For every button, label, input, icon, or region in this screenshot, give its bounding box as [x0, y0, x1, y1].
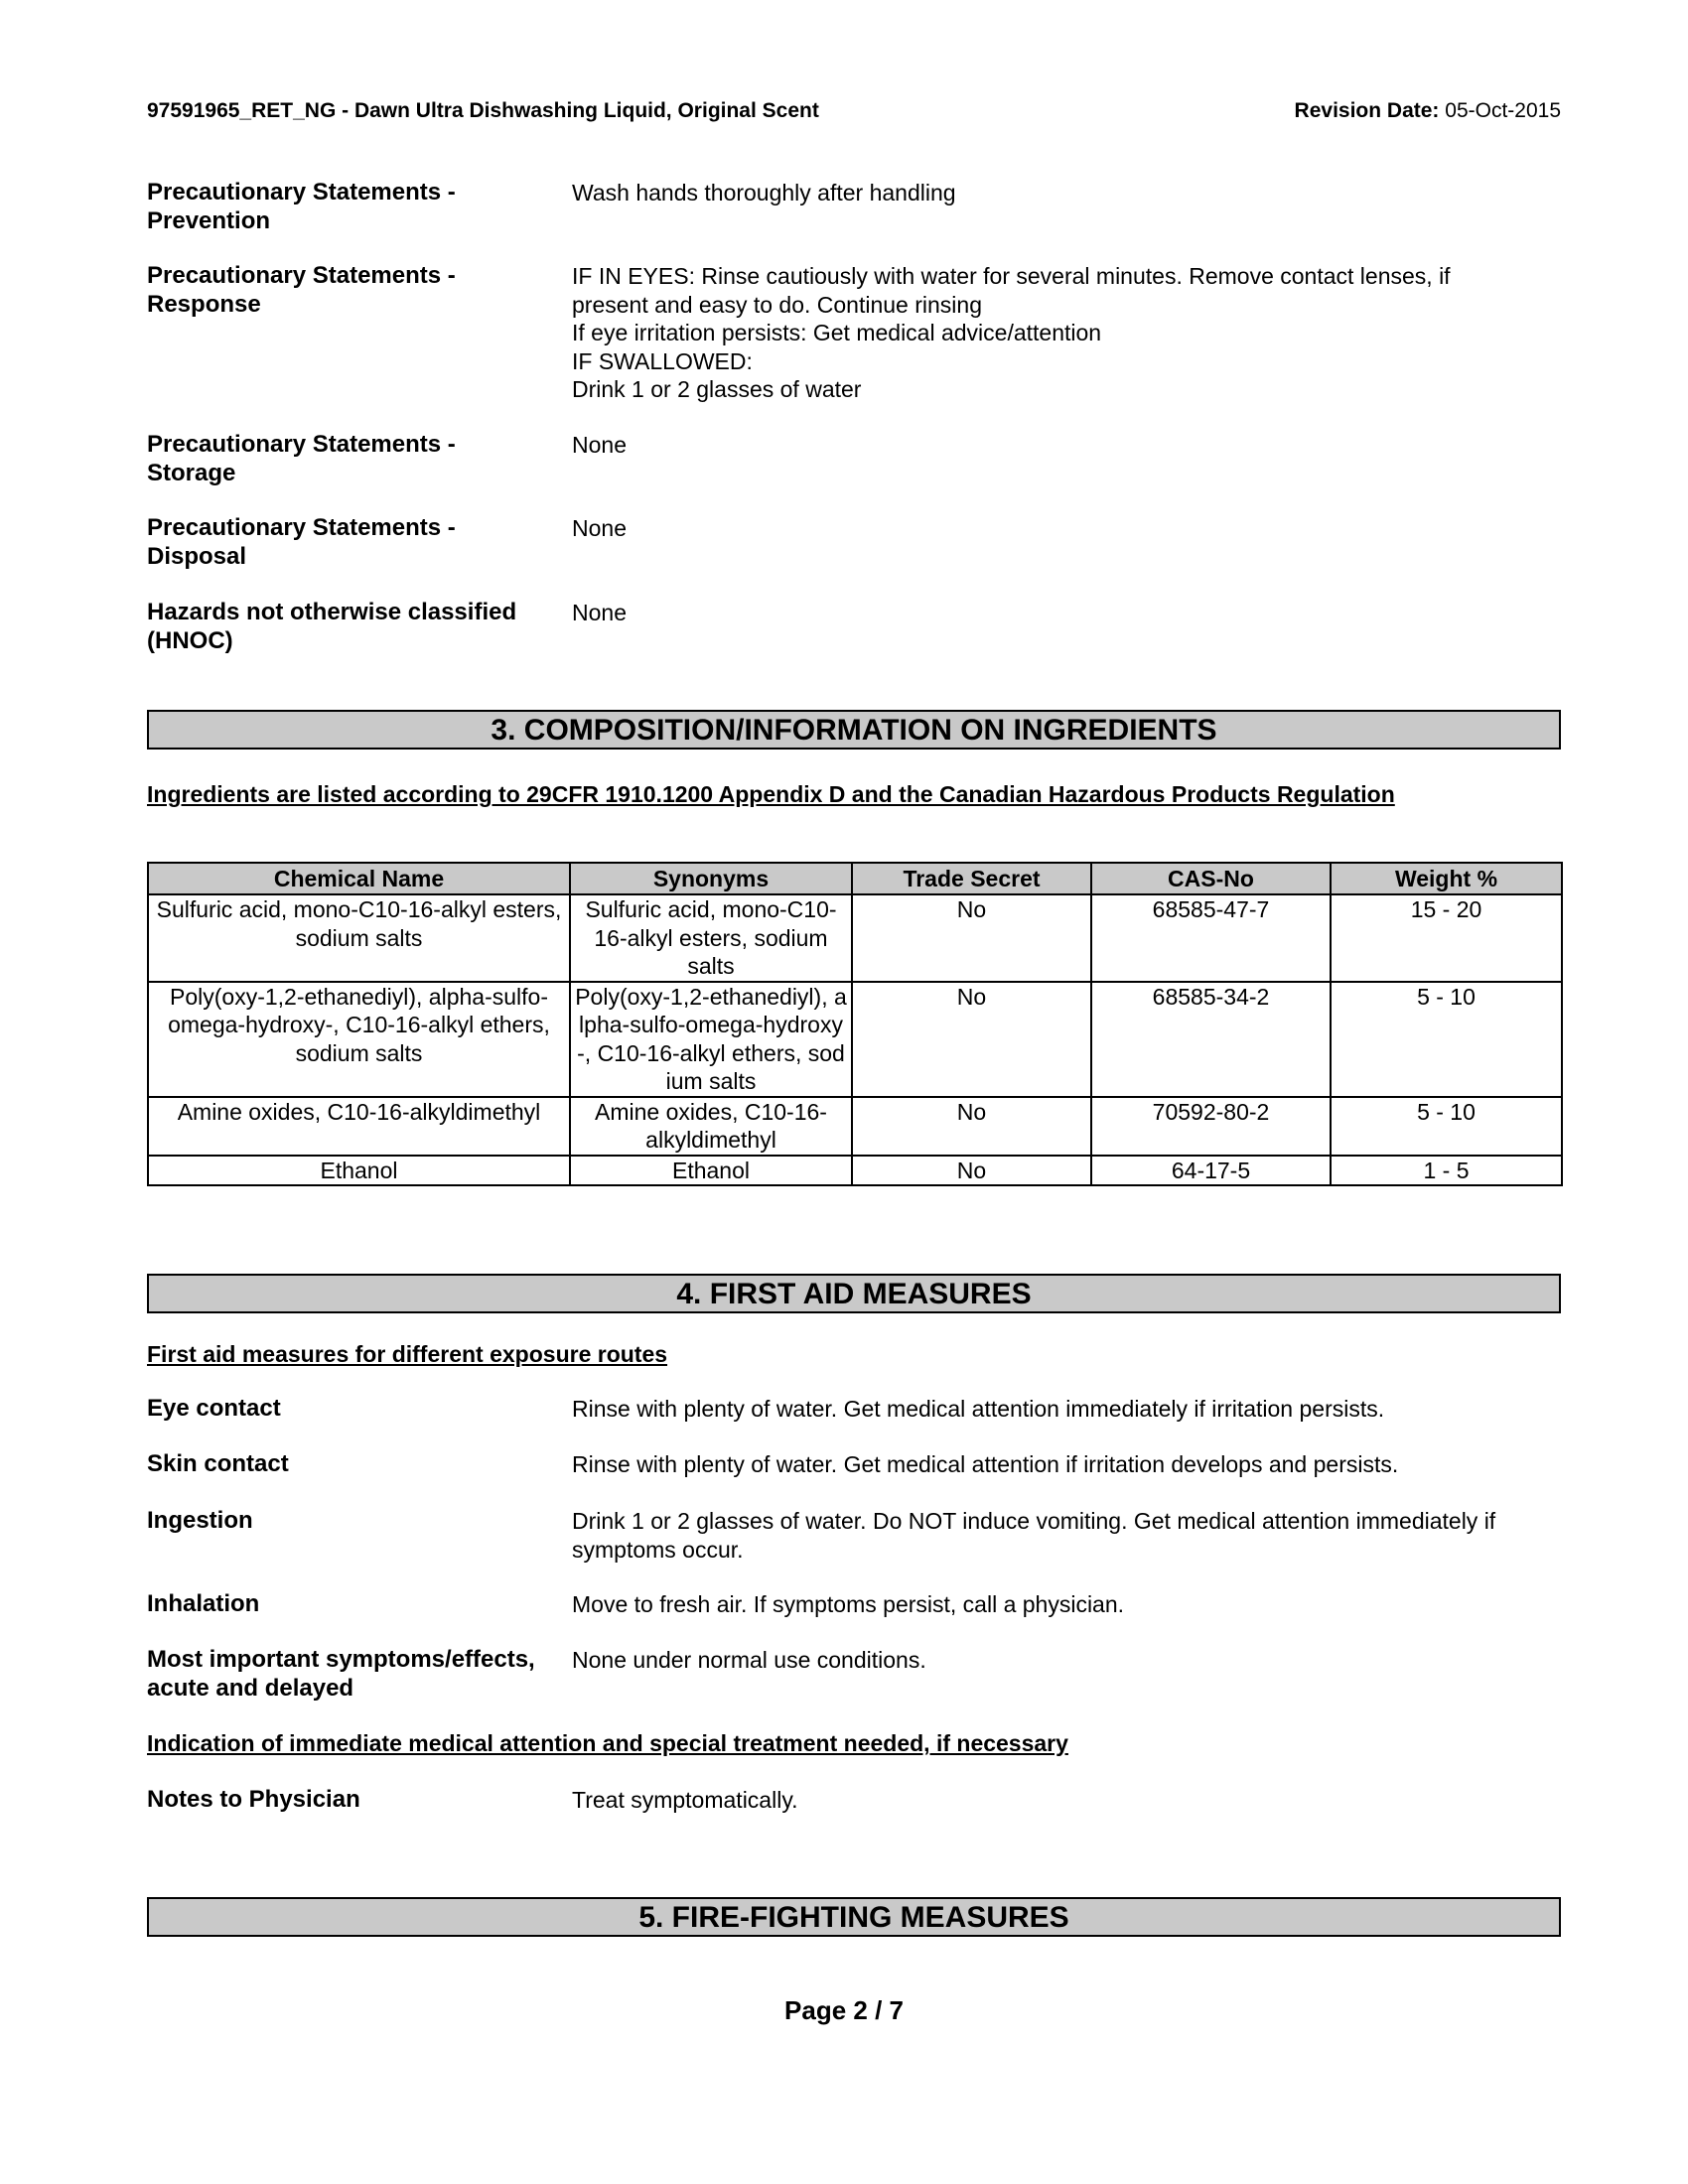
table-row [148, 982, 1562, 1097]
column-header: Synonyms [570, 863, 852, 894]
storage-label: Precautionary Statements - Storage [147, 431, 456, 486]
symptoms-value: None under normal use conditions. [572, 1647, 926, 1673]
notes-to-physician-label: Notes to Physician [147, 1786, 360, 1813]
ingestion-label: Ingestion [147, 1507, 253, 1534]
weight-cell: 5 - 10 [1331, 1097, 1562, 1156]
symptoms-label: Most important symptoms/effects, acute and delayed [147, 1646, 535, 1702]
column-header: Trade Secret [852, 863, 1091, 894]
column-header: Chemical Name [148, 863, 570, 894]
response-line: IF SWALLOWED: [572, 347, 753, 374]
cas-no-cell: 64-17-5 [1091, 1156, 1331, 1186]
prevention-line: Wash hands thoroughly after handling [572, 180, 956, 205]
hnoc-value: None [572, 600, 627, 625]
disposal-value: None [572, 515, 627, 541]
chemical-name-cell: Ethanol [148, 1156, 570, 1186]
weight-cell: 5 - 10 [1331, 982, 1562, 1097]
synonyms-cell: Ethanol [570, 1156, 852, 1186]
table-header-row [148, 863, 1562, 894]
inhalation-value: Move to fresh air. If symptoms persist, call a physician. [572, 1591, 1125, 1617]
response-label: Precautionary Statements - Response [147, 262, 456, 318]
section-5-heading: 5. FIRE-FIGHTING MEASURES [147, 1897, 1561, 1937]
column-header: Weight % [1331, 863, 1562, 894]
eye-contact-value: Rinse with plenty of water. Get medical attention immediately if irritation persists. [572, 1396, 1385, 1422]
response-line: Drink 1 or 2 glasses of water [572, 376, 862, 402]
section-4-heading: 4. FIRST AID MEASURES [147, 1274, 1561, 1313]
hnoc-label: Hazards not otherwise classified (HNOC) [147, 599, 517, 654]
synonyms-cell: Amine oxides, C10-16-alkyldimethyl [570, 1097, 852, 1156]
response-line: If eye irritation persists: Get medical advice/attention [572, 320, 1102, 345]
page-number: Page 2 / 7 [784, 1995, 904, 2025]
response-value [572, 262, 1565, 404]
cas-no-cell: 68585-47-7 [1091, 894, 1331, 982]
response-line: IF IN EYES: Rinse cautiously with water for several minutes. Remove contact lenses, if [572, 263, 1451, 289]
ingredients-note: Ingredients are listed according to 29CFR 1910.1200 Appendix D and the Canadian Hazardous Products Regulation [147, 781, 1395, 807]
prevention-label: Precautionary Statements - Prevention [147, 179, 456, 234]
prevention-value [572, 179, 1565, 207]
notes-to-physician-value: Treat symptomatically. [572, 1787, 798, 1813]
response-line: present and easy to do. Continue rinsing [572, 291, 982, 318]
trade-secret-cell: No [852, 1097, 1091, 1156]
disposal-label: Precautionary Statements - Disposal [147, 514, 456, 570]
revision-date: 05-Oct-2015 [1445, 99, 1561, 122]
trade-secret-cell: No [852, 1156, 1091, 1186]
revision-label: Revision Date: [1294, 99, 1440, 122]
synonyms-cell: Poly(oxy-1,2-ethanediyl), alpha-sulfo-omega-hydroxy-, C10-16-alkyl ethers, sodium salts [570, 982, 852, 1097]
chemical-name-cell: Poly(oxy-1,2-ethanediyl), alpha-sulfo-omega-hydroxy-, C10-16-alkyl ethers, sodium salts [148, 982, 570, 1097]
weight-cell: 15 - 20 [1331, 894, 1562, 982]
document-title: 97591965_RET_NG - Dawn Ultra Dishwashing Liquid, Original Scent [147, 99, 819, 122]
ingredients-table [147, 862, 1563, 1186]
inhalation-label: Inhalation [147, 1590, 260, 1617]
trade-secret-cell: No [852, 894, 1091, 982]
eye-contact-label: Eye contact [147, 1395, 281, 1422]
ingestion-value: Drink 1 or 2 glasses of water. Do NOT induce vomiting. Get medical attention immediately if symptoms occur. [572, 1508, 1496, 1563]
chemical-name-cell: Sulfuric acid, mono-C10-16-alkyl esters, sodium salts [148, 894, 570, 982]
section-3-heading: 3. COMPOSITION/INFORMATION ON INGREDIENTS [147, 710, 1561, 750]
table-row [148, 894, 1562, 982]
medical-attention-heading: Indication of immediate medical attention and special treatment needed, if necessary [147, 1730, 1068, 1756]
skin-contact-value: Rinse with plenty of water. Get medical attention if irritation develops and persists. [572, 1451, 1399, 1477]
weight-cell: 1 - 5 [1331, 1156, 1562, 1186]
exposure-routes-heading: First aid measures for different exposure routes [147, 1341, 668, 1367]
table-row [148, 1156, 1562, 1186]
revision-info [1295, 99, 1561, 123]
chemical-name-cell: Amine oxides, C10-16-alkyldimethyl [148, 1097, 570, 1156]
trade-secret-cell: No [852, 982, 1091, 1097]
skin-contact-label: Skin contact [147, 1450, 289, 1477]
cas-no-cell: 70592-80-2 [1091, 1097, 1331, 1156]
page-header [147, 99, 1561, 127]
column-header: CAS-No [1091, 863, 1331, 894]
table-row [148, 1097, 1562, 1156]
synonyms-cell: Sulfuric acid, mono-C10-16-alkyl esters, sodium salts [570, 894, 852, 982]
cas-no-cell: 68585-34-2 [1091, 982, 1331, 1097]
storage-value: None [572, 432, 627, 458]
